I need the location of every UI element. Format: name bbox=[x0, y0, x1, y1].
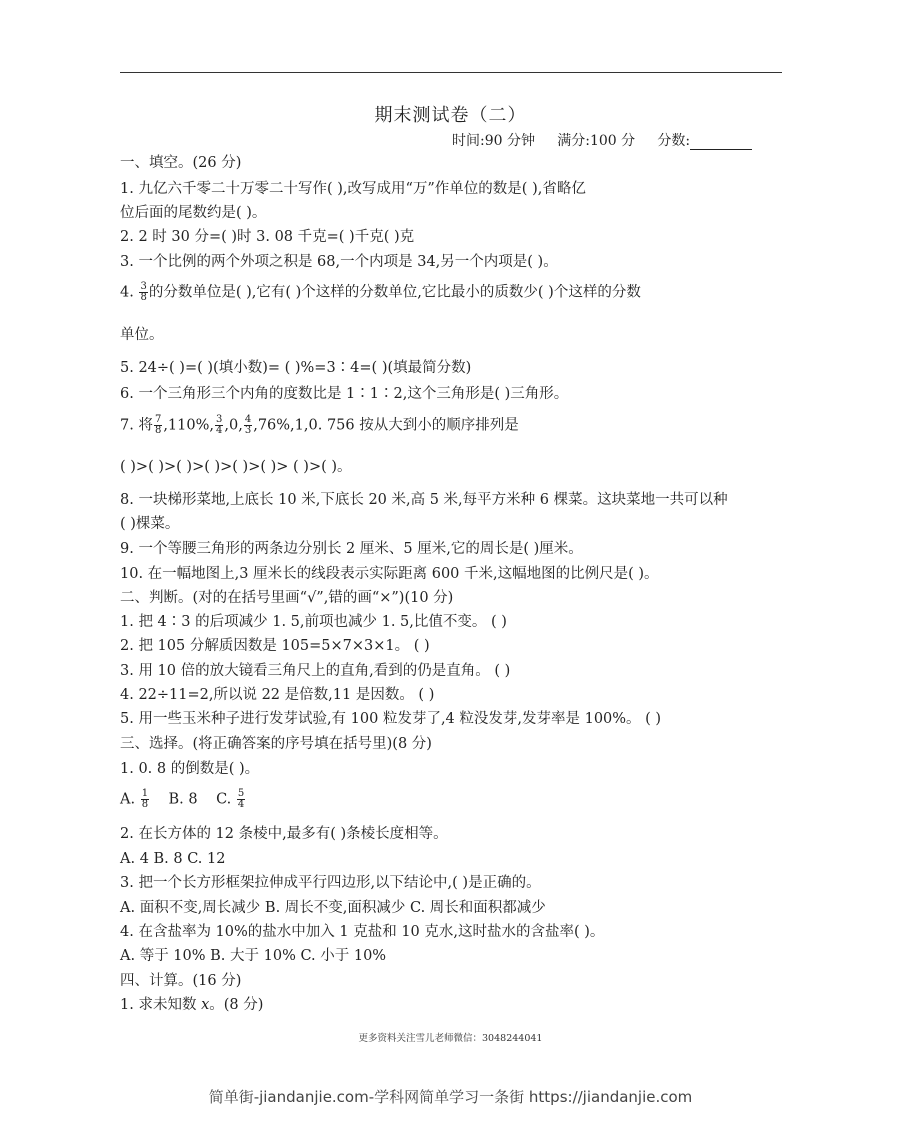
s1-q4-line2: 单位。 bbox=[120, 327, 164, 343]
s1-q8-line2: ( )棵菜。 bbox=[120, 516, 180, 532]
s3-q3-options: A. 面积不变,周长减少 B. 周长不变,面积减少 C. 周长和面积都减少 bbox=[120, 900, 546, 916]
s3-q1-options: A. $\frac{1}{8}$ B. 8 C. $\frac{5}{4}$ bbox=[120, 788, 245, 810]
contact-note: 更多资料关注雪儿老师微信：3048244041 bbox=[358, 1033, 543, 1044]
s1-q1-line1: 1. 九亿六千零二十万零二十写作( ),改写成用“万”作单位的数是( ),省略亿 bbox=[120, 181, 586, 197]
fraction-3-8: $\frac{3}{8}$ bbox=[140, 281, 147, 303]
s4-q1: 1. 求未知数 x。(8 分) bbox=[120, 997, 264, 1013]
s2-q1: 1. 把 4∶3 的后项减少 1. 5,前项也减少 1. 5,比值不变。 ( ) bbox=[120, 614, 507, 630]
s1-q4: 4. $\frac{3}{8}$ 的分数单位是( ),它有( )个这样的分数单位,它比最小的质数少( )个这样的分数 bbox=[120, 281, 641, 303]
section-3-heading: 三、选择。(将正确答案的序号填在括号里)(8 分) bbox=[120, 736, 432, 752]
fraction-4-3: $\frac{4}{3}$ bbox=[244, 414, 252, 436]
s1-q6: 6. 一个三角形三个内角的度数比是 1∶1∶2,这个三角形是( )三角形。 bbox=[120, 386, 569, 402]
s3-q2: 2. 在长方体的 12 条棱中,最多有( )条棱长度相等。 bbox=[120, 826, 448, 842]
section-4-heading: 四、计算。(16 分) bbox=[120, 973, 242, 989]
time-limit: 时间:90 分钟 bbox=[452, 133, 535, 149]
fraction-1-8: $\frac{1}{8}$ bbox=[141, 788, 149, 810]
top-rule bbox=[120, 72, 782, 73]
full-score: 满分:100 分 bbox=[557, 133, 636, 149]
s1-q2: 2. 2 时 30 分=( )时 3. 08 千克=( )千克( )克 bbox=[120, 229, 415, 245]
s1-q3: 3. 一个比例的两个外项之积是 68,一个内项是 34,另一个内项是( )。 bbox=[120, 254, 558, 270]
s1-q9: 9. 一个等腰三角形的两条边分别长 2 厘米、5 厘米,它的周长是( )厘米。 bbox=[120, 541, 583, 557]
s3-q1: 1. 0. 8 的倒数是( )。 bbox=[120, 761, 260, 777]
fraction-3-4: $\frac{3}{4}$ bbox=[216, 414, 223, 436]
score-blank[interactable] bbox=[690, 135, 752, 150]
s3-q4-options: A. 等于 10% B. 大于 10% C. 小于 10% bbox=[120, 948, 387, 964]
s2-q4: 4. 22÷11=2,所以说 22 是倍数,11 是因数。 ( ) bbox=[120, 687, 435, 703]
s1-q10: 10. 在一幅地图上,3 厘米长的线段表示实际距离 600 千米,这幅地图的比例尺是( )。 bbox=[120, 566, 659, 582]
s1-q7-answer-row: ( )>( )>( )>( )>( )>( )> ( )>( )。 bbox=[120, 459, 352, 475]
s1-q5: 5. 24÷( )=( )(填小数)= ( )%=3∶4=( )(填最简分数) bbox=[120, 360, 472, 376]
section-1-heading: 一、填空。(26 分) bbox=[120, 155, 242, 171]
s2-q5: 5. 用一些玉米种子进行发芽试验,有 100 粒发芽了,4 粒没发芽,发芽率是 100%。 ( ) bbox=[120, 711, 662, 727]
s1-q8-line1: 8. 一块梯形菜地,上底长 10 米,下底长 20 米,高 5 米,每平方米种 6 棵菜。这块菜地一共可以种 bbox=[120, 492, 728, 508]
score-label: 分数: bbox=[657, 133, 691, 149]
s2-q2: 2. 把 105 分解质因数是 105=5×7×3×1。 ( ) bbox=[120, 638, 430, 654]
section-2-heading: 二、判断。(对的在括号里画“√”,错的画“×”)(10 分) bbox=[120, 590, 454, 606]
s1-q1-line2: 位后面的尾数约是( )。 bbox=[120, 205, 267, 221]
s3-q4: 4. 在含盐率为 10%的盐水中加入 1 克盐和 10 克水,这时盐水的含盐率( )。 bbox=[120, 924, 605, 940]
s3-q2-options: A. 4 B. 8 C. 12 bbox=[120, 851, 226, 867]
page-title: 期末测试卷（二） bbox=[374, 105, 527, 126]
s1-q7: 7. 将 $\frac{7}{8}$ ,110%, $\frac{3}{4}$ ,0, $\frac{4}{3}$ ,76%,1,0. 756 按从大到小的顺序排列是 bbox=[120, 414, 519, 436]
exam-meta bbox=[452, 130, 752, 150]
variable-x: x bbox=[201, 997, 210, 1013]
s3-q3: 3. 把一个长方形框架拉伸成平行四边形,以下结论中,( )是正确的。 bbox=[120, 875, 541, 891]
fraction-5-4: $\frac{5}{4}$ bbox=[237, 788, 245, 810]
fraction-7-8: $\frac{7}{8}$ bbox=[154, 414, 162, 436]
s2-q3: 3. 用 10 倍的放大镜看三角尺上的直角,看到的仍是直角。 ( ) bbox=[120, 663, 511, 679]
site-footer: 简单街-jiandanjie.com-学科网简单学习一条街 https://jiandanjie.com bbox=[208, 1088, 693, 1106]
